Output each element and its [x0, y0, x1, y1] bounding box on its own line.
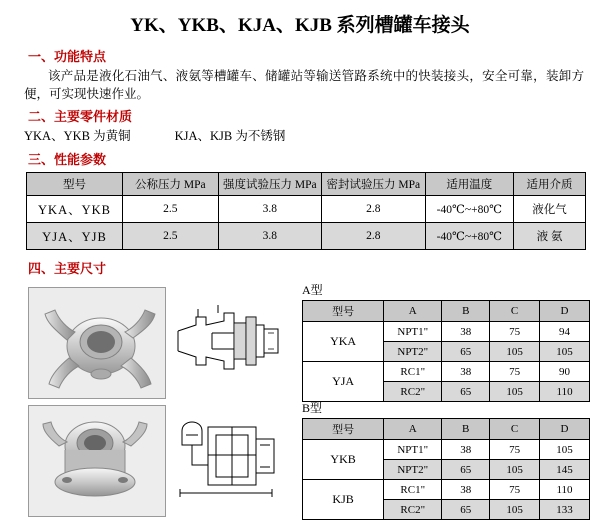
a-r0-c4: 94 — [540, 322, 590, 342]
product-photo-b — [28, 405, 166, 517]
table-row — [27, 196, 586, 223]
type-b-label: B型 — [302, 401, 323, 415]
table-row — [303, 322, 590, 342]
material-line-1: YKA、YKB 为黄铜 — [24, 129, 131, 144]
table-a-block — [302, 281, 590, 402]
dimension-table-b — [302, 418, 590, 520]
table-header-row — [303, 301, 590, 322]
perf-r0-c4: -40℃~+80℃ — [425, 196, 514, 223]
a-r0-c3: 75 — [490, 322, 540, 342]
table-row — [27, 223, 586, 250]
dimension-area — [10, 281, 590, 531]
perf-col-0: 型号 — [27, 173, 123, 196]
perf-r1-c2: 3.8 — [218, 223, 321, 250]
b-r0-c3: 75 — [490, 440, 540, 460]
table-b-block — [302, 399, 590, 520]
perf-r0-c5: 液化气 — [514, 196, 586, 223]
b-r1-c1: NPT2" — [384, 460, 442, 480]
section-heading-features: 一、功能特点 — [28, 49, 107, 64]
perf-col-1: 公称压力 MPa — [123, 173, 219, 196]
b-r0-c2: 38 — [442, 440, 490, 460]
a-r1-c1: NPT2" — [384, 342, 442, 362]
material-line-2: KJA、KJB 为不锈钢 — [174, 129, 286, 144]
a-r0-c1: NPT1" — [384, 322, 442, 342]
a-r2-c2: 38 — [442, 362, 490, 382]
a-col-1: A — [384, 301, 442, 322]
line-drawing-type-a — [172, 287, 284, 397]
page-title: YK、YKB、KJA、KJB 系列槽罐车接头 — [130, 15, 470, 36]
perf-r0-c2: 3.8 — [218, 196, 321, 223]
perf-r1-c1: 2.5 — [123, 223, 219, 250]
a-col-2: B — [442, 301, 490, 322]
b-r2-c2: 38 — [442, 480, 490, 500]
a-col-3: C — [490, 301, 540, 322]
b-r3-c2: 65 — [442, 500, 490, 520]
perf-col-5: 适用介质 — [514, 173, 586, 196]
b-r2-c1: RC1" — [384, 480, 442, 500]
a-col-0: 型号 — [303, 301, 384, 322]
table-header-row — [27, 173, 586, 196]
b-r2-c3: 75 — [490, 480, 540, 500]
a-r3-c1: RC2" — [384, 382, 442, 402]
table-header-row — [303, 419, 590, 440]
features-body: 该产品是液化石油气、液氨等槽罐车、储罐站等输送管路系统中的快装接头，安全可靠，装卸方便，可实现快速作业。 — [24, 69, 584, 102]
perf-r0-c0: YKA、YKB — [27, 196, 123, 223]
b-col-4: D — [540, 419, 590, 440]
perf-r1-c4: -40℃~+80℃ — [425, 223, 514, 250]
a-r2-c4: 90 — [540, 362, 590, 382]
table-row — [303, 440, 590, 460]
table-row — [303, 362, 590, 382]
b-r2-c4: 110 — [540, 480, 590, 500]
a-r0-model: YKA — [303, 322, 384, 362]
b-r3-c3: 105 — [490, 500, 540, 520]
b-col-2: B — [442, 419, 490, 440]
perf-col-2: 强度试验压力 MPa — [218, 173, 321, 196]
b-r1-c3: 105 — [490, 460, 540, 480]
a-r3-c3: 105 — [490, 382, 540, 402]
photo-type-b — [28, 405, 166, 517]
section-heading-material: 二、主要零件材质 — [28, 109, 133, 125]
b-r0-model: YKB — [303, 440, 384, 480]
perf-r0-c3: 2.8 — [322, 196, 425, 223]
a-col-4: D — [540, 301, 590, 322]
perf-r1-c5: 液 氨 — [514, 223, 586, 250]
a-r1-c3: 105 — [490, 342, 540, 362]
material-lines — [24, 127, 584, 146]
a-r2-c3: 75 — [490, 362, 540, 382]
perf-col-3: 密封试验压力 MPa — [322, 173, 425, 196]
a-r3-c2: 65 — [442, 382, 490, 402]
b-r3-c4: 133 — [540, 500, 590, 520]
a-r1-c2: 65 — [442, 342, 490, 362]
section-heading-performance: 三、性能参数 — [28, 152, 107, 167]
a-r2-model: YJA — [303, 362, 384, 402]
b-col-3: C — [490, 419, 540, 440]
section-heading-dimensions: 四、主要尺寸 — [28, 261, 107, 276]
b-col-1: A — [384, 419, 442, 440]
perf-col-4: 适用温度 — [425, 173, 514, 196]
a-r2-c1: RC1" — [384, 362, 442, 382]
perf-r1-c0: YJA、YJB — [27, 223, 123, 250]
dimension-table-a — [302, 300, 590, 402]
b-r3-c1: RC2" — [384, 500, 442, 520]
perf-r0-c1: 2.5 — [123, 196, 219, 223]
b-r0-c4: 105 — [540, 440, 590, 460]
b-r2-model: KJB — [303, 480, 384, 520]
table-row — [303, 480, 590, 500]
line-drawing-type-b — [172, 405, 284, 515]
a-r0-c2: 38 — [442, 322, 490, 342]
type-a-label: A型 — [302, 283, 323, 297]
a-r3-c4: 110 — [540, 382, 590, 402]
photo-type-a — [28, 287, 166, 399]
b-r1-c4: 145 — [540, 460, 590, 480]
product-photo-a — [28, 287, 166, 399]
perf-r1-c3: 2.8 — [322, 223, 425, 250]
b-r0-c1: NPT1" — [384, 440, 442, 460]
b-r1-c2: 65 — [442, 460, 490, 480]
a-r1-c4: 105 — [540, 342, 590, 362]
b-col-0: 型号 — [303, 419, 384, 440]
performance-table — [26, 172, 586, 250]
